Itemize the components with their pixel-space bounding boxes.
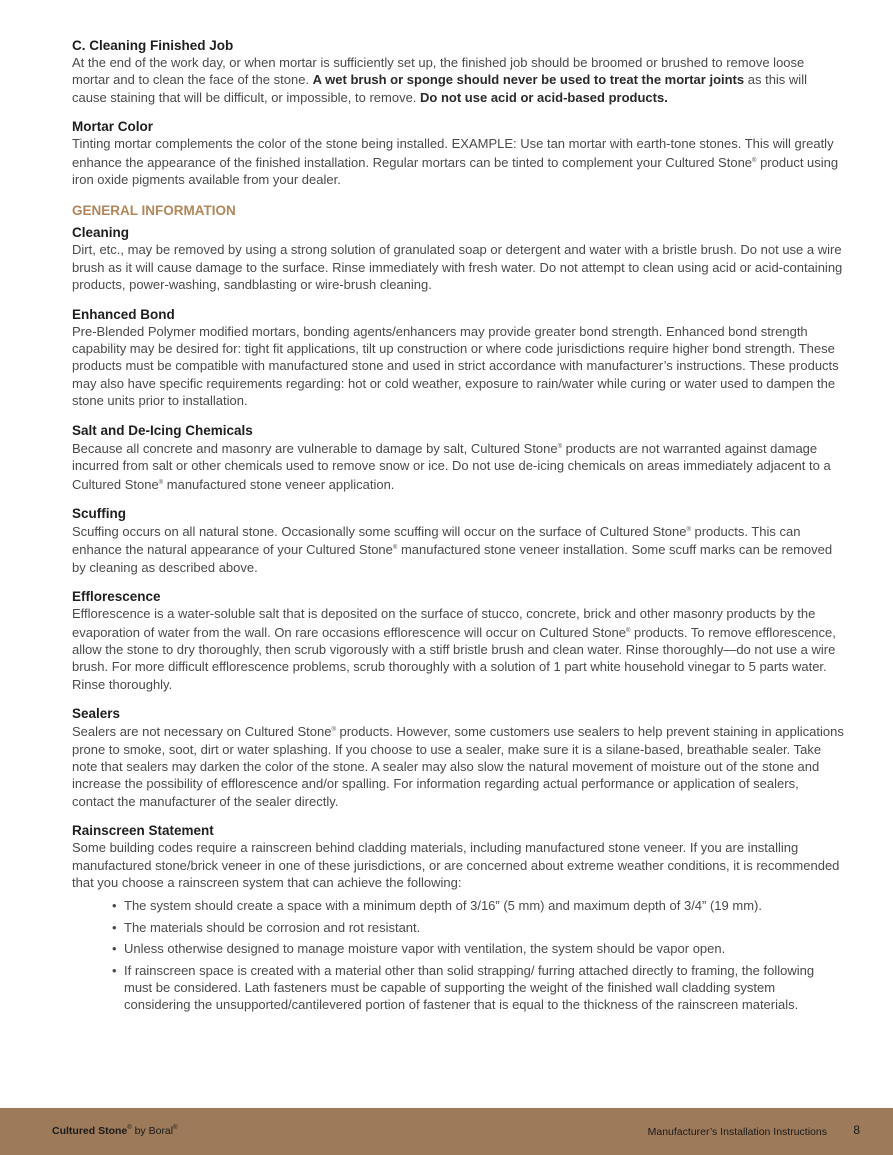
paragraph-enhanced-bond: Pre-Blended Polymer modified mortars, bonding agents/enhancers may provide greater bond strength. Enhanced bond strength capability may be desired for: tight fit applications, tilt up construction or where code jurisdictions require higher bond strength. These products must be compatible with manufactured stone and used in strict accordance with manufacturer’s instructions. These products may also have specific requirements regarding: hot or cold weather, exposure to rain/water while curing or water used to dampen the stone units prior to installation. — [72, 323, 839, 409]
paragraph-cleaning: Dirt, etc., may be removed by using a strong solution of granulated soap or detergent and water with a bristle brush. Do not use a wire brush as it will cause damage to the surface. Rinse immediately with fresh water. Do not attempt to clean using acid or acid-containing products, power-washing, sandblasting or wire-brush cleaning. — [72, 242, 843, 293]
list-item: • The system should create a space with a minimum depth of 3/16” (5 mm) and maximum depth of 3/4” (19 mm). — [112, 897, 844, 914]
bold-warning-text: Do not use acid or acid-based products. — [420, 89, 668, 105]
page-number: 8 — [853, 1123, 860, 1137]
bold-warning-text: A wet brush or sponge should never be used to treat the mortar joints — [312, 72, 745, 88]
heading-cleaning-finished-job: C. Cleaning Finished Job — [72, 38, 234, 53]
footer-document-title: Manufacturer’s Installation Instructions — [647, 1126, 827, 1138]
registered-mark: ® — [557, 443, 563, 450]
heading-salt-de-icing: Salt and De-Icing Chemicals — [72, 422, 253, 438]
section-mortar-color — [72, 118, 844, 188]
section-cleaning-finished-job — [72, 37, 844, 106]
text-run: Sealers are not necessary on Cultured Stone — [72, 724, 332, 740]
brand-name: Cultured Stone — [52, 1125, 128, 1137]
text-run: products. To remove efflorescence, allow the stone to dry thoroughly, then scrub vigorously with a stiff bristle brush and clean water. Rinse thoroughly—do not use a wire brush. For more difficult efflorescence problems, scrub thoroughly with a solution of 1 part white household vinegar to 5 parts water. Rinse thoroughly. — [72, 624, 836, 692]
registered-mark: ® — [158, 479, 164, 486]
footer-band — [0, 1108, 893, 1155]
registered-mark: ® — [331, 727, 336, 734]
general-information-heading: GENERAL INFORMATION — [72, 203, 236, 219]
paragraph-efflorescence — [72, 605, 844, 693]
text-run: products. However, some customers use sealers to help prevent staining in applications prone to smoke, soot, dirt or water splashing. If you choose to use a sealer, make sure it is a silane-based, breathable sealer. Take note that sealers may darken the color of the stone. A sealer may also slow the natural movement of moisture out of the stone and increase the possibility of efflorescence and/or spalling. For information regarding actual performance or application of sealers, contact the manufacturer of the sealer directly. — [72, 724, 844, 809]
heading-rainscreen: Rainscreen Statement — [72, 823, 214, 839]
section-salt-de-icing — [72, 422, 844, 493]
paragraph-mortar-color — [72, 135, 844, 188]
registered-mark: ® — [173, 1125, 178, 1131]
text-run: as this will cause staining that will be difficult, or impossible, to remove. — [72, 72, 807, 105]
paragraph-scuffing — [72, 522, 844, 576]
heading-scuffing: Scuffing — [72, 505, 126, 521]
registered-mark: ® — [127, 1125, 132, 1131]
heading-efflorescence: Efflorescence — [72, 589, 161, 605]
brand-suffix: by Boral — [131, 1125, 174, 1137]
heading-enhanced-bond: Enhanced Bond — [72, 306, 175, 322]
registered-mark: ® — [752, 157, 757, 164]
heading-cleaning: Cleaning — [72, 225, 130, 241]
rainscreen-requirements-list — [72, 897, 844, 1013]
page-content — [72, 37, 844, 1026]
registered-mark: ® — [686, 526, 691, 533]
text-run: Tinting mortar complements the color of the stone being installed. EXAMPLE: Use tan mortar with earth-tone stones. This will greatly enhance the appearance of the finished installation. Regular mortars can be tinted to complement your Cultured Stone — [72, 136, 834, 170]
paragraph-salt-de-icing — [72, 439, 844, 493]
text-run: manufactured stone veneer installation. Some scuff marks can be removed by cleaning as described above. — [72, 542, 833, 575]
section-efflorescence — [72, 588, 844, 693]
text-run: manufactured stone veneer application. — [163, 476, 395, 492]
heading-mortar-color: Mortar Color — [72, 119, 153, 135]
paragraph-rainscreen: Some building codes require a rainscreen behind cladding materials, including manufactured stone veneer. If you are installing manufactured stone/brick veneer in one of these jurisdictions, or are concerned about extreme weather conditions, it is recommended that you choose a rainscreen system that can achieve the following: — [72, 840, 840, 890]
list-item: • The materials should be corrosion and rot resistant. — [112, 919, 844, 936]
registered-mark: ® — [625, 627, 631, 634]
paragraph-cleaning-finished-job — [72, 54, 844, 106]
text-run: product using iron oxide pigments available from your dealer. — [72, 154, 839, 188]
registered-mark: ® — [392, 545, 398, 552]
text-run: products are not warranted against damage incurred from salt or other chemicals used to remove snow or ice. Do not use de-icing chemicals on areas immediately adjacent to a Cultured Stone — [72, 440, 831, 492]
text-run: At the end of the work day, or when mortar is sufficiently set up, the finished job should be broomed or brushed to remove loose mortar and to clean the face of the stone. — [72, 55, 805, 88]
footer-brand — [52, 1125, 178, 1137]
text-run: Because all concrete and masonry are vulnerable to damage by salt, Cultured Stone — [72, 440, 558, 456]
text-run: Efflorescence is a water-soluble salt that is deposited on the surface of stucco, concrete, brick and other masonry products by the evaporation of water from the wall. On rare occasions efflorescence will occur on Cultured Stone — [72, 606, 816, 640]
text-run: Scuffing occurs on all natural stone. Occasionally some scuffing will occur on the surface of Cultured Stone — [72, 523, 687, 539]
text-run: products. This can enhance the natural appearance of your Cultured Stone — [72, 523, 801, 558]
section-rainscreen — [72, 822, 844, 1014]
paragraph-sealers — [72, 722, 844, 810]
section-scuffing — [72, 505, 844, 576]
list-item: • If rainscreen space is created with a material other than solid strapping/ furring attached directly to framing, the following must be considered. Lath fasteners must be capable of supporting the weight of the finished wall cladding system considering the unsupported/cantilevered portion of fastener that is equal to the thickness of the rainscreen materials. — [112, 962, 844, 1014]
section-cleaning — [72, 224, 844, 293]
section-sealers — [72, 705, 844, 810]
section-enhanced-bond — [72, 306, 844, 410]
list-item: • Unless otherwise designed to manage moisture vapor with ventilation, the system should be vapor open. — [112, 940, 844, 957]
heading-sealers: Sealers — [72, 706, 121, 722]
